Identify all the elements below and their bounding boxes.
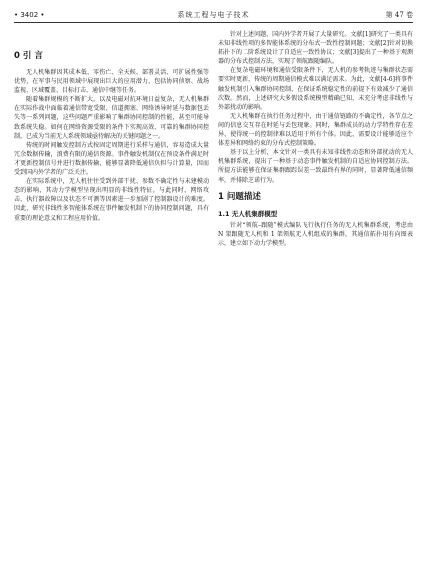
body-paragraph: 针对“领航–跟随”模式编队飞行执行任务的无人机集群系统，考虑由 N 架跟随无人机和 1 架领航无人机组成的集群，其通信拓扑用有向图表示，建立如下动力学模型。 (218, 221, 413, 247)
body-paragraph: 无人机集群在执行任务过程中，由于通信链路的不确定性，各节点之间的信息交互存在时延与丢包现象。同时，集群成员的动力学特性存在差异，使得统一的控制律难以适用于所有个体。因此，需要设计能够适应个体差异和网络约束的分布式控制策略。 (218, 112, 413, 148)
page-number: • 3402 • (14, 11, 45, 19)
right-column (218, 30, 413, 565)
subsection-heading-model: 1.1 无人机集群模型 (218, 209, 278, 218)
section-heading-problem: 1 问题描述 (218, 191, 261, 202)
body-paragraph: 传统的时间触发控制方式按固定周期进行采样与通信，容易造成大量冗余数据传输，浪费有限的通信资源。事件触发机制仅在预设条件满足时才更新控制信号并进行数据传输，能够显著降低通信负担与计算量，因而受到国内外学者的广泛关注。 (14, 141, 209, 177)
body-paragraph: 针对上述问题，国内外学者开展了大量研究。文献[1]研究了一类具有未知非线性项的多智能体系统的分布式一致性控制问题；文献[2]针对切换拓扑下的二阶系统设计了自适应一致性协议；文献[3]提出了一种基于观测器的分布式控制方法，实现了领航跟随编队。 (218, 31, 413, 66)
body-paragraph: 随着集群规模的不断扩大，以及电磁对抗环境日益复杂，无人机集群在实际作战中面临着通信带宽受限、信道拥塞、网络诱导时延与数据包丢失等一系列问题，这些问题严重影响了集群协同控制的性能，甚至可能导致系统失稳。如何在网络资源受限的条件下实现高效、可靠的集群协同控制，已成为当前无人系统领域亟待解决的关键问题之一。 (14, 96, 209, 140)
body-paragraph: 在实际系统中，无人机往往受到外部干扰、参数不确定性与未建模动态的影响，其动力学模型呈现出明显的非线性特征。与此同时，网络攻击、执行器故障以及状态不可测等因素进一步加剧了控制器设计的难度。因此，研究非线性多智能体系统在事件触发机制下的协同控制问题，具有重要的理论意义和工程应用价值。 (14, 178, 209, 222)
journal-title: 系统工程与电子技术 (177, 11, 250, 19)
running-header (14, 8, 413, 23)
body-paragraph: 基于以上分析，本文针对一类具有未知非线性动态和外部扰动的无人机集群系统，提出了一种基于动态事件触发机制的自适应协同控制方法。所提方法能够在保证集群跟踪误差一致最终有界的同时，显著降低通信频率，并排除芝诺行为。 (218, 149, 413, 184)
body-paragraph: 在复杂电磁环境和通信受限条件下，无人机的参考轨迹与集群状态需要实时更新，传统的周期通信模式难以满足需求。为此，文献[4-6]将事件触发机制引入集群协同控制，在保证系统稳定性的前提下有效减少了通信次数。然而，上述研究大多假设系统模型精确已知，未充分考虑非线性与外部扰动的影响。 (218, 67, 413, 111)
left-column (14, 30, 209, 565)
volume-label: 第 47 卷 (385, 11, 413, 19)
body-paragraph: 无人机集群因其成本低、零伤亡、全天候、部署灵活、可扩展性强等优势，在军事与民用领域中展现出巨大的应用潜力，包括协同侦察、战场监视、区域覆盖、目标打击、通信中继等任务。 (14, 69, 209, 95)
section-heading-introduction: 0 引 言 (14, 51, 43, 61)
